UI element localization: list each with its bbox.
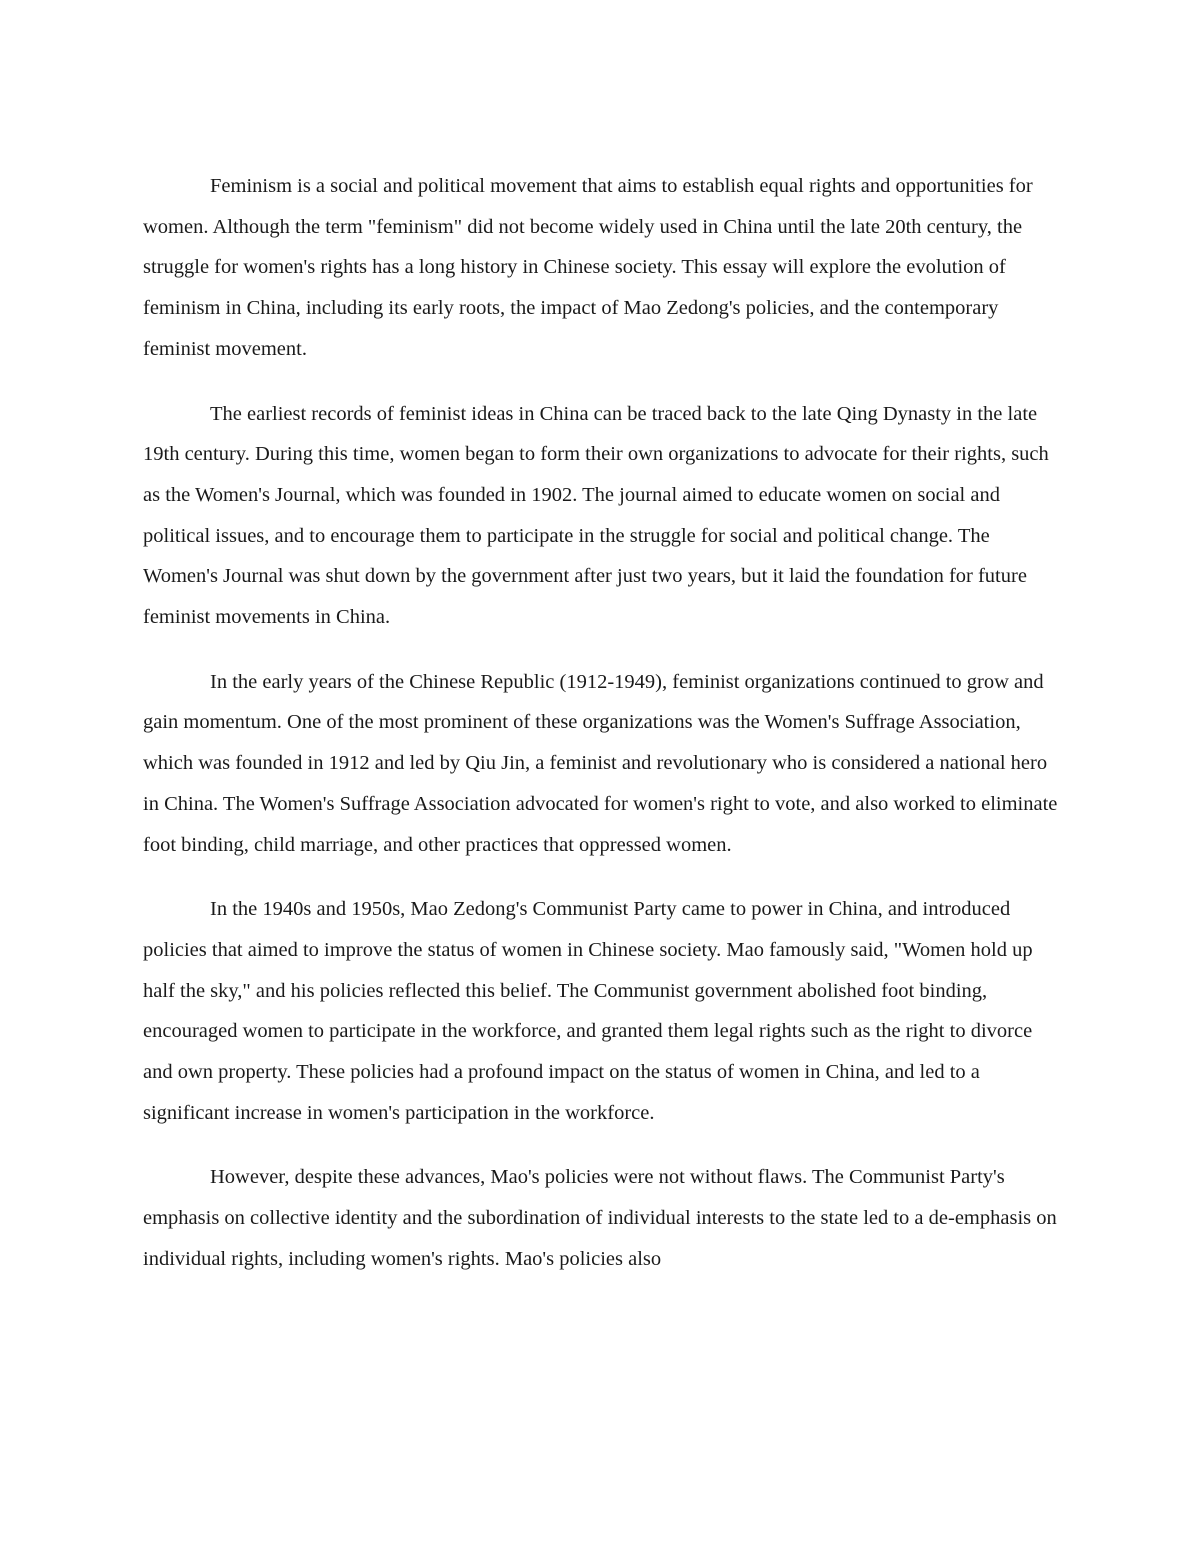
paragraph-mao-policies: In the 1940s and 1950s, Mao Zedong's Communist Party came to power in China, and introduced policies that aimed to improve the status of women in Chinese society. Mao famously said, "Women hold up half the sky," and his policies reflected this belief. The Communist government abolished foot binding, encouraged women to participate in the workforce, and granted them legal rights such as the right to divorce and own property. These policies had a profound impact on the status of women in China, and led to a significant increase in women's participation in the workforce. — [143, 898, 1033, 1124]
paragraph-introduction: Feminism is a social and political movement that aims to establish equal rights and opportunities for women. Although the term "feminism" did not become widely used in China until the late 20th century, the struggle for women's rights has a long history in Chinese society. This essay will explore the evolution of feminism in China, including its early roots, the impact of Mao Zedong's policies, and the contemporary feminist movement. — [143, 175, 1033, 360]
paragraph-mao-flaws: However, despite these advances, Mao's policies were not without flaws. The Communist Party's emphasis on collective identity and the subordination of individual interests to the state led to a de-emphasis on individual rights, including women's rights. Mao's policies also — [143, 1166, 1057, 1270]
essay-body — [143, 166, 1061, 1304]
paragraph-chinese-republic: In the early years of the Chinese Republic (1912-1949), feminist organizations continued to grow and gain momentum. One of the most prominent of these organizations was the Women's Suffrage Association, which was founded in 1912 and led by Qiu Jin, a feminist and revolutionary who is considered a national hero in China. The Women's Suffrage Association advocated for women's right to vote, and also worked to eliminate foot binding, child marriage, and other practices that oppressed women. — [143, 670, 1058, 856]
paragraph-qing-dynasty: The earliest records of feminist ideas in China can be traced back to the late Qing Dynasty in the late 19th century. During this time, women began to form their own organizations to advocate for their rights, such as the Women's Journal, which was founded in 1902. The journal aimed to educate women on social and political issues, and to encourage them to participate in the struggle for social and political change. The Women's Journal was shut down by the government after just two years, but it laid the foundation for future feminist movements in China. — [143, 402, 1049, 629]
